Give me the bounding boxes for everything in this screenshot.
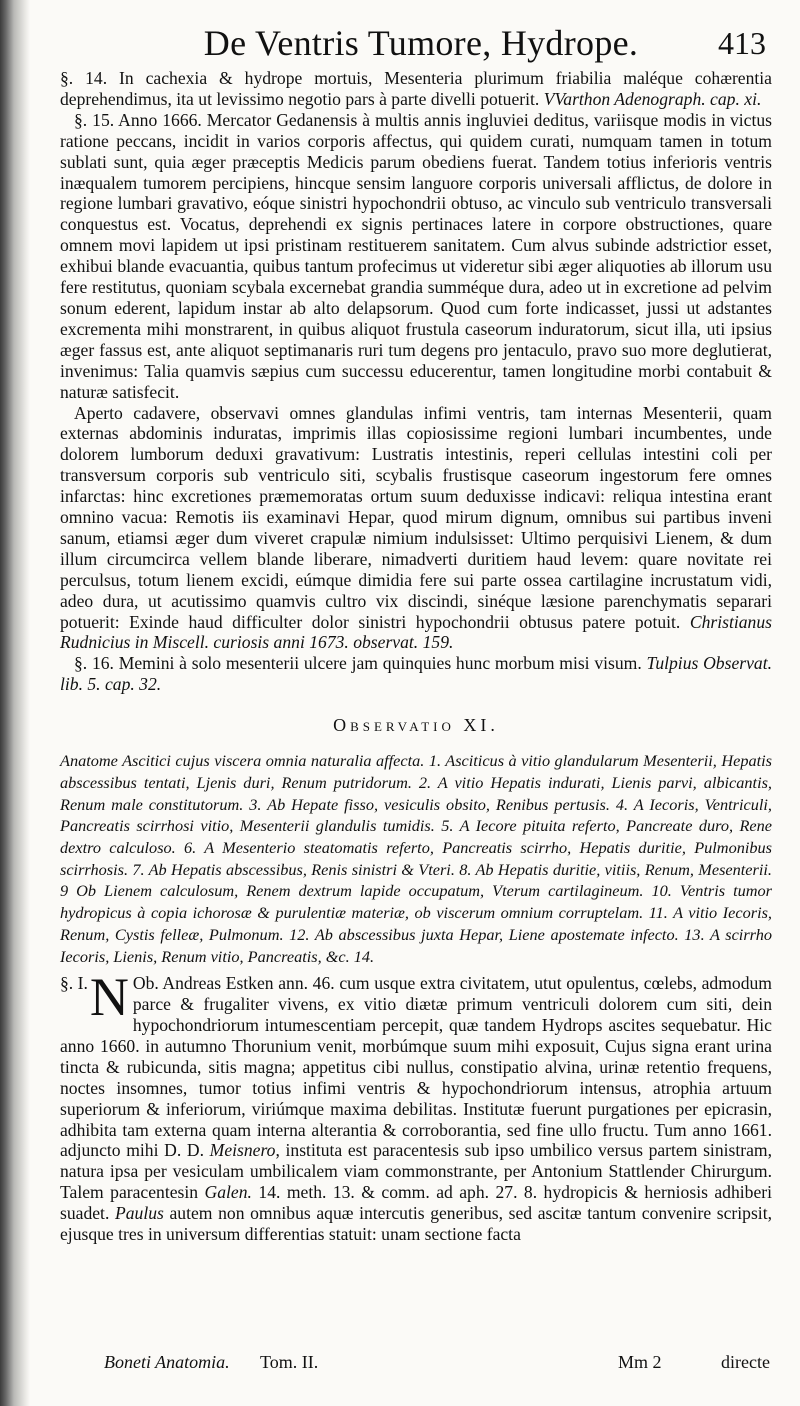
drop-cap: N <box>89 967 129 1028</box>
observation-first-paragraph <box>60 967 773 1245</box>
page-content <box>60 18 772 1245</box>
citation: VVarthon Adenograph. cap. xi. <box>543 88 762 109</box>
page-gutter-shadow <box>0 0 30 1406</box>
section-mark: §. I. <box>60 973 88 994</box>
running-title: De Ventris Tumore, Hydrope. <box>203 23 639 63</box>
body-text <box>60 68 772 695</box>
page-number: 413 <box>718 25 766 61</box>
paragraph-15-autopsy <box>60 403 772 654</box>
page-header <box>60 18 772 68</box>
paragraph-15 <box>60 110 772 403</box>
tome-label: Tom. II. <box>260 1352 319 1372</box>
observation-heading: Observatio XI. <box>333 715 499 736</box>
citation: Tulpius Observat. lib. 5. cap. 32. <box>60 653 773 695</box>
paragraph-14 <box>60 68 772 110</box>
observation-summary: Anatome Ascitici cujus viscera omnia naturalia affecta. 1. Asciticus à vitio glandularum Mesenterii, Hepatis abscessibus tentati, Ljenis duri, Renum putridorum. 2. A vitio Hepatis indurati, Lienis parvi, albicantis, Renum male constitutorum. 3. Ab Hepate fisso, vesiculis obsito, Renibus pertusis. 4. A Iecoris, Ventriculi, Pancreatis scirrhosi vitio, Mesenterii glandulis tumidis. 5. A Iecore pituita referto, Pancreate duro, Rene dextro calculoso. 6. A Mesenterio steatomatis referto, Pancreatis scirrho, Hepatis duritie, Pulmonibus scirrhosis. 7. Ab Hepatis abscessibus, Renis sinistri & Vteri. 8. Ab Hepatis duritie, vitiis, Renum, Mesenterii. 9 Ob Lienem calculosum, Renem dextrum lapide occupatum, Vterum cartilagineum. 10. Ventris tumor hydropicus à copia ichorosæ & purulentiæ materiæ, ob viscerum omnium corruptelam. 11. A vitio Iecoris, Renum, Cystis felleæ, Pulmonum. 12. Ab abscessibus juxta Hepar, Liene apostemate infecto. 13. A scirrho Iecoris, Lienis, Renum vitio, Pancreatis, &c. 14. <box>60 751 772 966</box>
person-name: Meisnero <box>209 1140 276 1161</box>
paragraph-text: §. 15. Anno 1666. Mercator Gedanensis à multis annis ingluviei deditus, variisque modis in victus ratione peccans, incidit in varios corporis affectus, qui quidem curati, numquam tamen in totum sublati sunt, quia æger præceptis Medicis parum obediens fuerat. Tandem totius inferioris ventris inæqualem tumorem percipiens, hincque sensim languore corporis universali afflictus, de dolore in regione lumbari gravativo, eóque sinistri hypochondrii obtuso, ac vinculo sub ventriculo transversali conquestus est. Vocatus, deprehendi ex signis pertinaces latere in corpore obstructiones, quare omnem movi lapidem ut ipsi pristinam restituerem sanitatem. Cum alvus subinde adstrictior esset, exhibui blande evacuantia, quibus tantum profecimus ut videretur sibi æger aliquoties ab illorum usu fere restitutus, quoniam scybala excernebat grandia summéque dura, adeo ut in excretione ad pelvim sonum ederent, lapidum instar ab alto delapsorum. Quod cum forte indicasset, jussi ut adstantes excrementa mihi monstrarent, in quibus aliquot frustula caseorum induratorum, sicut illa, uti ipsius æger fassus est, ante aliquot septimanaris ruri tum degens pro jentaculo, pravo suo more deglutierat, invenimus: Talia quamvis sæpius cum successu educerentur, tamen longitudine morbi contabuit & naturæ satisfecit. <box>60 109 772 402</box>
paragraph-text: , instituta est paracentesis sub ipso umbilico versus partem sinistram, natura ipsa per vesiculam umbilicalem viam commonstrante, per Antonium Stattlender Chirurgum. Talem paracentesin <box>60 1140 772 1203</box>
signature-title: Boneti Anatomia. <box>104 1352 230 1372</box>
paragraph-text: 14. meth. 13. & comm. ad aph. 27. 8. hydropicis & herniosis adhiberi suadet. <box>60 1182 773 1224</box>
page-footer <box>60 1352 772 1376</box>
paragraph-text: Aperto cadavere, observavi omnes glandulas infimi ventris, tam internas Mesenterii, quam externas abdominis induratas, imprimis illas copiosissime regioni lumbari incumbentes, unde dolorem lumborum deduxi gravativum: Lustratis intestinis, reperi cellulas intestini coli per transversum corporis sub ventriculo siti, scybalis frustisque caseorum ingestorum fere omnes infarctas: hinc excretiones præmemoratas ortum suum deduxisse indicavi: reliqua intestina erant omnino vacua: Remotis iis examinavi Hepar, quod mirum dignum, omnibus sui partibus inveni sanum, etiamsi æger dum viveret crapulæ nimium indulsisset: Ultimo perquisivi Lienem, & dum illum circumcirca vellem blande liberare, nimadverti duritiem haud levem: quare novitate rei perculsus, totum lienem excidi, eúmque dimidia fere sui parte ossea cartilagine incrustatum vidi, adeo dura, ut acutissimo quamvis cultro vix discindi, sinéque læsione parenchymatis separari potuerit: Exinde haud difficulter dolor sinistri hypochondrii obtusus patere potuit. <box>60 402 772 632</box>
paragraph-text: Ob. Andreas Estken ann. 46. cum usque extra civitatem, utut opulentus, cœlebs, admodum parce & frugaliter vivens, ex vitio diætæ primum ventriculi dolorem cum siti, dein hypochondriorum intumescentiam percepit, quæ tandem Hydrops ascites sequebatur. Hic anno 1660. in autumno Thorunium venit, morbúmque suum mihi exposuit, Cujus signa erant urina tincta & rubicunda, sitis magna; appetitus cibi nullus, constipatio alvina, urinæ retentio frequens, noctes insomnes, tumor totius infimi ventris & hypochondriorum intensus, atrophia artuum superiorum & inferiorum, viriúmque maxima debilitas. Institutæ fuerunt purgationes per epicrasin, adhibita tam externa quam interna alterantia & corroborantia, sed fine ullo fructu. Tum anno 1661. adjuncto mihi D. D. <box>60 973 772 1161</box>
author-name: Paulus <box>114 1203 164 1224</box>
paragraph-text: §. 14. In cachexia & hydrope mortuis, Mesenteria plurimum friabilia maléque cohærentia deprehendimus, ita ut levissimo negotio pars à parte divelli potuerit. <box>60 68 772 109</box>
paragraph-16 <box>60 653 772 695</box>
paragraph-text: §. 16. Memini à solo mesenterii ulcere jam quinquies hunc morbum misi visum. <box>74 653 642 674</box>
catchword: directe <box>721 1352 770 1372</box>
signature-mark: Mm 2 <box>618 1352 662 1372</box>
author-name: Galen. <box>204 1182 252 1203</box>
citation: Christianus Rudnicius in Miscell. curiosis anni 1673. observat. 159. <box>60 611 772 653</box>
paragraph-text: autem non omnibus aquæ intercutis generibus, sed ascitæ tantum convenire scripsit, ejusque tres in universum differentias statuit: unam sectione facta <box>60 1203 772 1245</box>
